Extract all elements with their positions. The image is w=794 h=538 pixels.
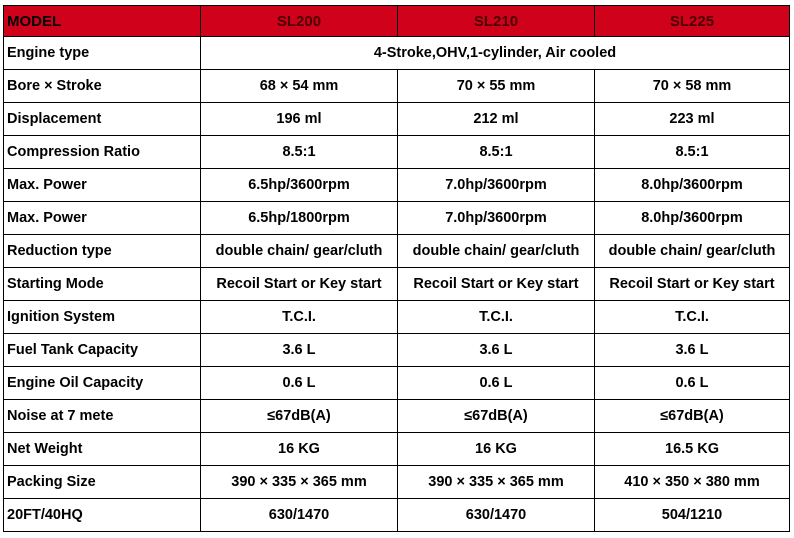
row-label: Starting Mode (4, 268, 201, 301)
row-label: Bore × Stroke (4, 70, 201, 103)
table-row (4, 70, 790, 103)
model-sl225-header: SL225 (595, 6, 790, 37)
row-label: Engine type (4, 37, 201, 70)
table-row (4, 202, 790, 235)
value-cell: Recoil Start or Key start (201, 268, 398, 301)
value-cell: 0.6 L (201, 367, 398, 400)
value-cell: 410 × 350 × 380 mm (595, 466, 790, 499)
row-label: Compression Ratio (4, 136, 201, 169)
header-row (4, 6, 790, 37)
table-row (4, 400, 790, 433)
table-row (4, 235, 790, 268)
value-cell: double chain/ gear/cluth (595, 235, 790, 268)
row-label: Reduction type (4, 235, 201, 268)
row-label: Displacement (4, 103, 201, 136)
model-sl210-header: SL210 (398, 6, 595, 37)
value-cell: Recoil Start or Key start (398, 268, 595, 301)
value-cell: 196 ml (201, 103, 398, 136)
value-cell: T.C.I. (398, 301, 595, 334)
row-label: Engine Oil Capacity (4, 367, 201, 400)
value-cell: Recoil Start or Key start (595, 268, 790, 301)
value-cell: ≤67dB(A) (595, 400, 790, 433)
row-label: Ignition System (4, 301, 201, 334)
value-cell: 8.5:1 (398, 136, 595, 169)
value-cell: 8.0hp/3600rpm (595, 202, 790, 235)
row-label: Max. Power (4, 202, 201, 235)
value-cell: ≤67dB(A) (398, 400, 595, 433)
value-cell: 16 KG (398, 433, 595, 466)
value-cell: double chain/ gear/cluth (398, 235, 595, 268)
value-cell: double chain/ gear/cluth (201, 235, 398, 268)
value-cell: 630/1470 (201, 499, 398, 532)
value-cell: 223 ml (595, 103, 790, 136)
table-row (4, 433, 790, 466)
value-cell: T.C.I. (595, 301, 790, 334)
value-cell: 390 × 335 × 365 mm (398, 466, 595, 499)
value-cell: 70 × 58 mm (595, 70, 790, 103)
value-cell: 7.0hp/3600rpm (398, 202, 595, 235)
table-row (4, 466, 790, 499)
row-label: Packing Size (4, 466, 201, 499)
value-cell: ≤67dB(A) (201, 400, 398, 433)
table-row (4, 499, 790, 532)
value-cell: 8.0hp/3600rpm (595, 169, 790, 202)
value-cell: 3.6 L (595, 334, 790, 367)
value-cell: 8.5:1 (201, 136, 398, 169)
model-header-cell: MODEL (4, 6, 201, 37)
value-cell: 630/1470 (398, 499, 595, 532)
row-label: 20FT/40HQ (4, 499, 201, 532)
table-row (4, 37, 790, 70)
value-cell: 70 × 55 mm (398, 70, 595, 103)
row-label: Noise at 7 mete (4, 400, 201, 433)
spec-table (3, 5, 790, 532)
model-sl200-header: SL200 (201, 6, 398, 37)
value-cell: 390 × 335 × 365 mm (201, 466, 398, 499)
table-row (4, 136, 790, 169)
value-cell: 7.0hp/3600rpm (398, 169, 595, 202)
value-cell: 212 ml (398, 103, 595, 136)
row-label: Net Weight (4, 433, 201, 466)
value-cell: 3.6 L (201, 334, 398, 367)
table-row (4, 169, 790, 202)
row-label: Fuel Tank Capacity (4, 334, 201, 367)
value-cell: 68 × 54 mm (201, 70, 398, 103)
value-cell: 16.5 KG (595, 433, 790, 466)
table-row (4, 103, 790, 136)
value-cell: 504/1210 (595, 499, 790, 532)
table-row (4, 268, 790, 301)
row-label: Max. Power (4, 169, 201, 202)
value-cell: 0.6 L (595, 367, 790, 400)
value-cell: 8.5:1 (595, 136, 790, 169)
value-cell: 16 KG (201, 433, 398, 466)
value-cell: 6.5hp/1800rpm (201, 202, 398, 235)
table-row (4, 367, 790, 400)
value-cell: 6.5hp/3600rpm (201, 169, 398, 202)
table-row (4, 334, 790, 367)
value-cell: 3.6 L (398, 334, 595, 367)
value-cell: T.C.I. (201, 301, 398, 334)
value-cell: 0.6 L (398, 367, 595, 400)
table-row (4, 301, 790, 334)
merged-value-cell: 4-Stroke,OHV,1-cylinder, Air cooled (201, 37, 790, 70)
